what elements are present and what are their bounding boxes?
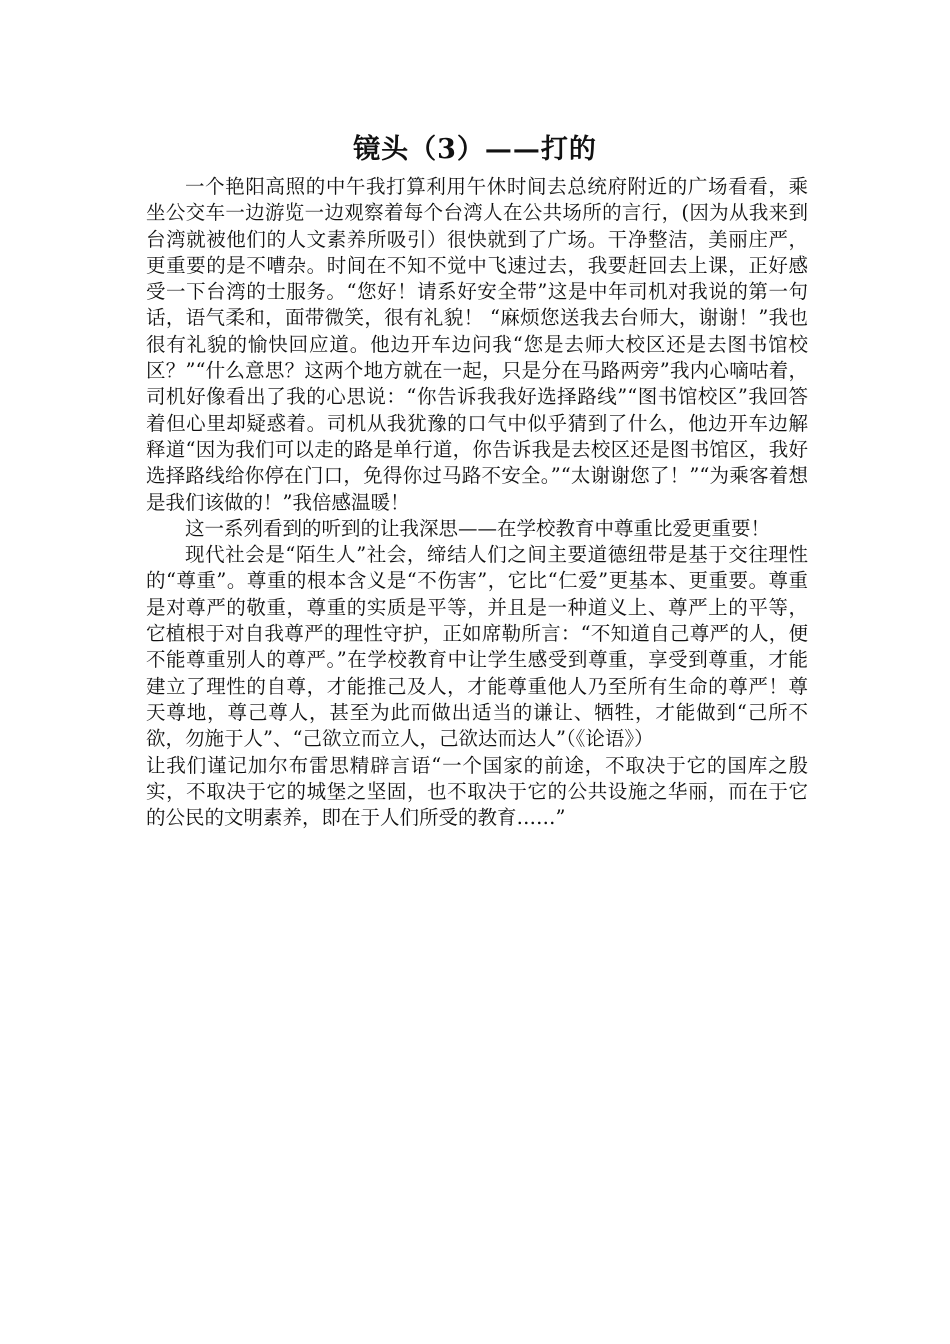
paragraph-taxi-story: 一个艳阳高照的中午我打算利用午休时间去总统府附近的广场看看，乘坐公交车一边游览一边观察着每个台湾人在公共场所的言行，(因为从我来到台湾就被他们的人文素养所吸引）很快就到了广场。干净整洁，美丽庄严，更重要的是不嘈杂。时间在不知不觉中飞速过去，我要赶回去上课，正好感受一下台湾的士服务。“您好！请系好安全带”这是中年司机对我说的第一句话，语气柔和，面带微笑，很有礼貌！ “麻烦您送我去台师大，谢谢！”我也很有礼貌的愉快回应道。他边开车边问我“您是去师大校区还是去图书馆校区？”“什么意思？这两个地方就在一起，只是分在马路两旁”我内心嘀咕着，司机好像看出了我的心思说：“你告诉我我好选择路线”“图书馆校区”我回答着但心里却疑惑着。司机从我犹豫的口气中似乎猜到了什么，他边开车边解释道“因为我们可以走的路是单行道，你告诉我是去校区还是图书馆区，我好选择路线给你停在门口，免得你过马路不安全。”“太谢谢您了！”“为乘客着想是我们该做的！”我倍感温暖！ <box>146 175 808 514</box>
paragraph-quote: 让我们谨记加尔布雷思精辟言语“一个国家的前途，不取决于它的国库之殷实，不取决于它的城堡之坚固，也不取决于它的公共设施之华丽，而在于它的公民的文明素养，即在于人们所受的教育……” <box>146 753 808 830</box>
paragraph-respect: 现代社会是“陌生人”社会，缔结人们之间主要道德纽带是基于交往理性的“尊重”。尊重的根本含义是“不伤害”，它比“仁爱”更基本、更重要。尊重是对尊严的敬重，尊重的实质是平等，并且是一种道义上、尊严上的平等，它植根于对自我尊严的理性守护，正如席勒所言：“不知道自己尊严的人，便不能尊重别人的尊严。”在学校教育中让学生感受到尊重，享受到尊重，才能建立了理性的自尊，才能推己及人，才能尊重他人乃至所有生命的尊严！尊天尊地，尊己尊人，甚至为此而做出适当的谦让、牺牲，才能做到“己所不欲，勿施于人”、“己欲立而立人，己欲达而达人”（《论语》） <box>146 543 808 751</box>
paragraph-reflection: 这一系列看到的听到的让我深思——在学校教育中尊重比爱更重要！ <box>185 516 771 540</box>
document-title: 镜头（3）——打的 <box>353 134 597 165</box>
document-body <box>146 174 808 831</box>
